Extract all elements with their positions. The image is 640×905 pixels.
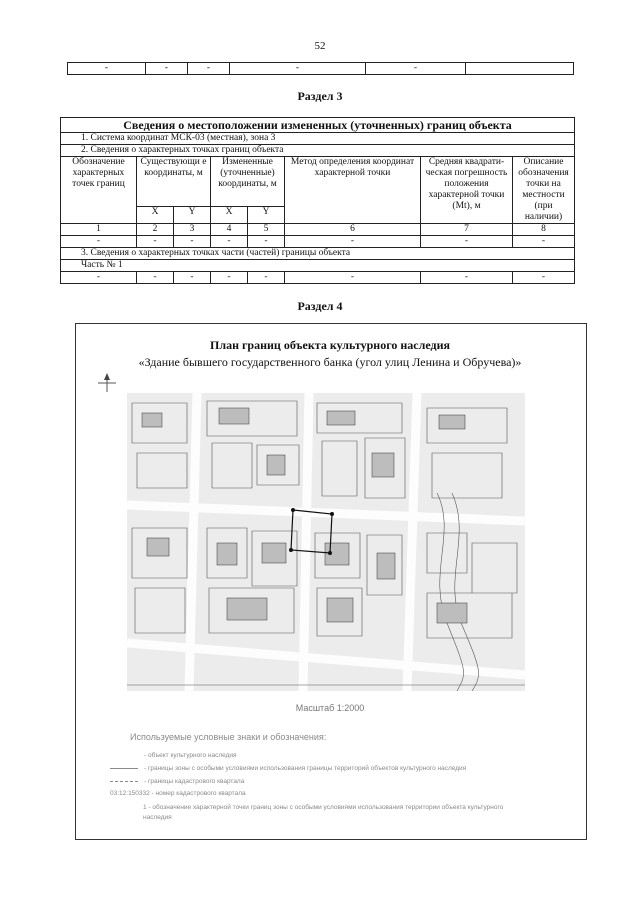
cell: -	[174, 236, 211, 248]
cell: -	[366, 63, 466, 75]
cell: -	[174, 272, 211, 284]
zone-boundary-icon	[110, 768, 138, 769]
page-number: 52	[314, 40, 326, 52]
cell: -	[188, 63, 230, 75]
cell: 2	[137, 224, 174, 236]
cell: -	[230, 63, 366, 75]
table-row	[61, 224, 575, 236]
cell: -	[146, 63, 188, 75]
cell: 7	[421, 224, 513, 236]
legend-label: - границы кадастрового квартала	[144, 778, 245, 785]
coord-system-row: 1. Система координат МСК-03 (местная), зона 3	[61, 133, 575, 145]
col-header-error: Средняя квадрати-ческая погрешность положения характерной точки (Mt), м	[421, 157, 513, 224]
cell: 6	[285, 224, 421, 236]
legend-item	[110, 752, 237, 759]
legend-title: Используемые условные знаки и обозначения:	[130, 732, 327, 742]
cell: -	[61, 236, 137, 248]
cell: -	[248, 272, 285, 284]
x-header: X	[211, 206, 248, 223]
col-header-existing: Существующи е координаты, м	[137, 157, 211, 207]
col-header-description: Описание обозначения точки на местности (при наличии)	[513, 157, 575, 224]
cell: -	[137, 236, 174, 248]
section-4-title: Раздел 4	[297, 299, 343, 313]
part-points-row: 3. Сведения о характерных точках части (частей) границы объекта	[61, 248, 575, 260]
y-header: Y	[174, 206, 211, 223]
legend-item	[143, 803, 523, 823]
cadastral-map	[127, 393, 525, 691]
legend-label: 1 - обозначение характерной точки границ зоны с особыми условиями использования территории объекта культурного наследия	[143, 804, 504, 821]
north-arrow-icon	[96, 372, 118, 394]
table-row	[61, 236, 575, 248]
cell: -	[248, 236, 285, 248]
legend-item	[110, 790, 246, 797]
y-header: Y	[248, 206, 285, 223]
legend-item	[110, 765, 466, 772]
cell: -	[421, 236, 513, 248]
legend-item	[110, 778, 244, 785]
section-3-title: Раздел 3	[297, 89, 343, 103]
legend-label: - объект культурного наследия	[144, 752, 237, 759]
col-header-changed: Измененные (уточненные) координаты, м	[211, 157, 285, 207]
continuation-table	[67, 62, 574, 75]
points-info-row: 2. Сведения о характерных точках границ объекта	[61, 145, 575, 157]
cell: 4	[211, 224, 248, 236]
table-heading: Сведения о местоположении измененных (уточненных) границ объекта	[61, 118, 575, 133]
cell: -	[513, 236, 575, 248]
map-scale: Масштаб 1:2000	[295, 703, 365, 713]
cell: -	[61, 272, 137, 284]
part-number-row: Часть № 1	[61, 260, 575, 272]
cell: -	[137, 272, 174, 284]
cell: -	[513, 272, 575, 284]
cell: 1	[61, 224, 137, 236]
legend-label: 03:12:150332 - номер кадастрового квартала	[110, 790, 246, 797]
col-header-method: Метод определения координат характерной точки	[285, 157, 421, 224]
cadastral-block-boundary-icon	[110, 781, 138, 782]
plan-title: План границ объекта культурного наследия	[210, 338, 450, 352]
cell: -	[68, 63, 146, 75]
cell: -	[421, 272, 513, 284]
cell: -	[211, 236, 248, 248]
plan-subtitle: «Здание бывшего государственного банка (угол улиц Ленина и Обручева)»	[138, 355, 522, 369]
x-header: X	[137, 206, 174, 223]
cell: 5	[248, 224, 285, 236]
table-row	[61, 272, 575, 284]
cell: -	[285, 272, 421, 284]
cell: -	[285, 236, 421, 248]
col-header-designation: Обозначение характерных точек границ	[61, 157, 137, 224]
cell: -	[211, 272, 248, 284]
cell: 3	[174, 224, 211, 236]
cell	[466, 63, 574, 75]
cell: 8	[513, 224, 575, 236]
legend-label: - границы зоны с особыми условиями использования границы территорий объектов культурного наследия	[144, 765, 467, 772]
boundary-table	[60, 117, 575, 284]
cadastral-map-drawing	[127, 393, 525, 691]
